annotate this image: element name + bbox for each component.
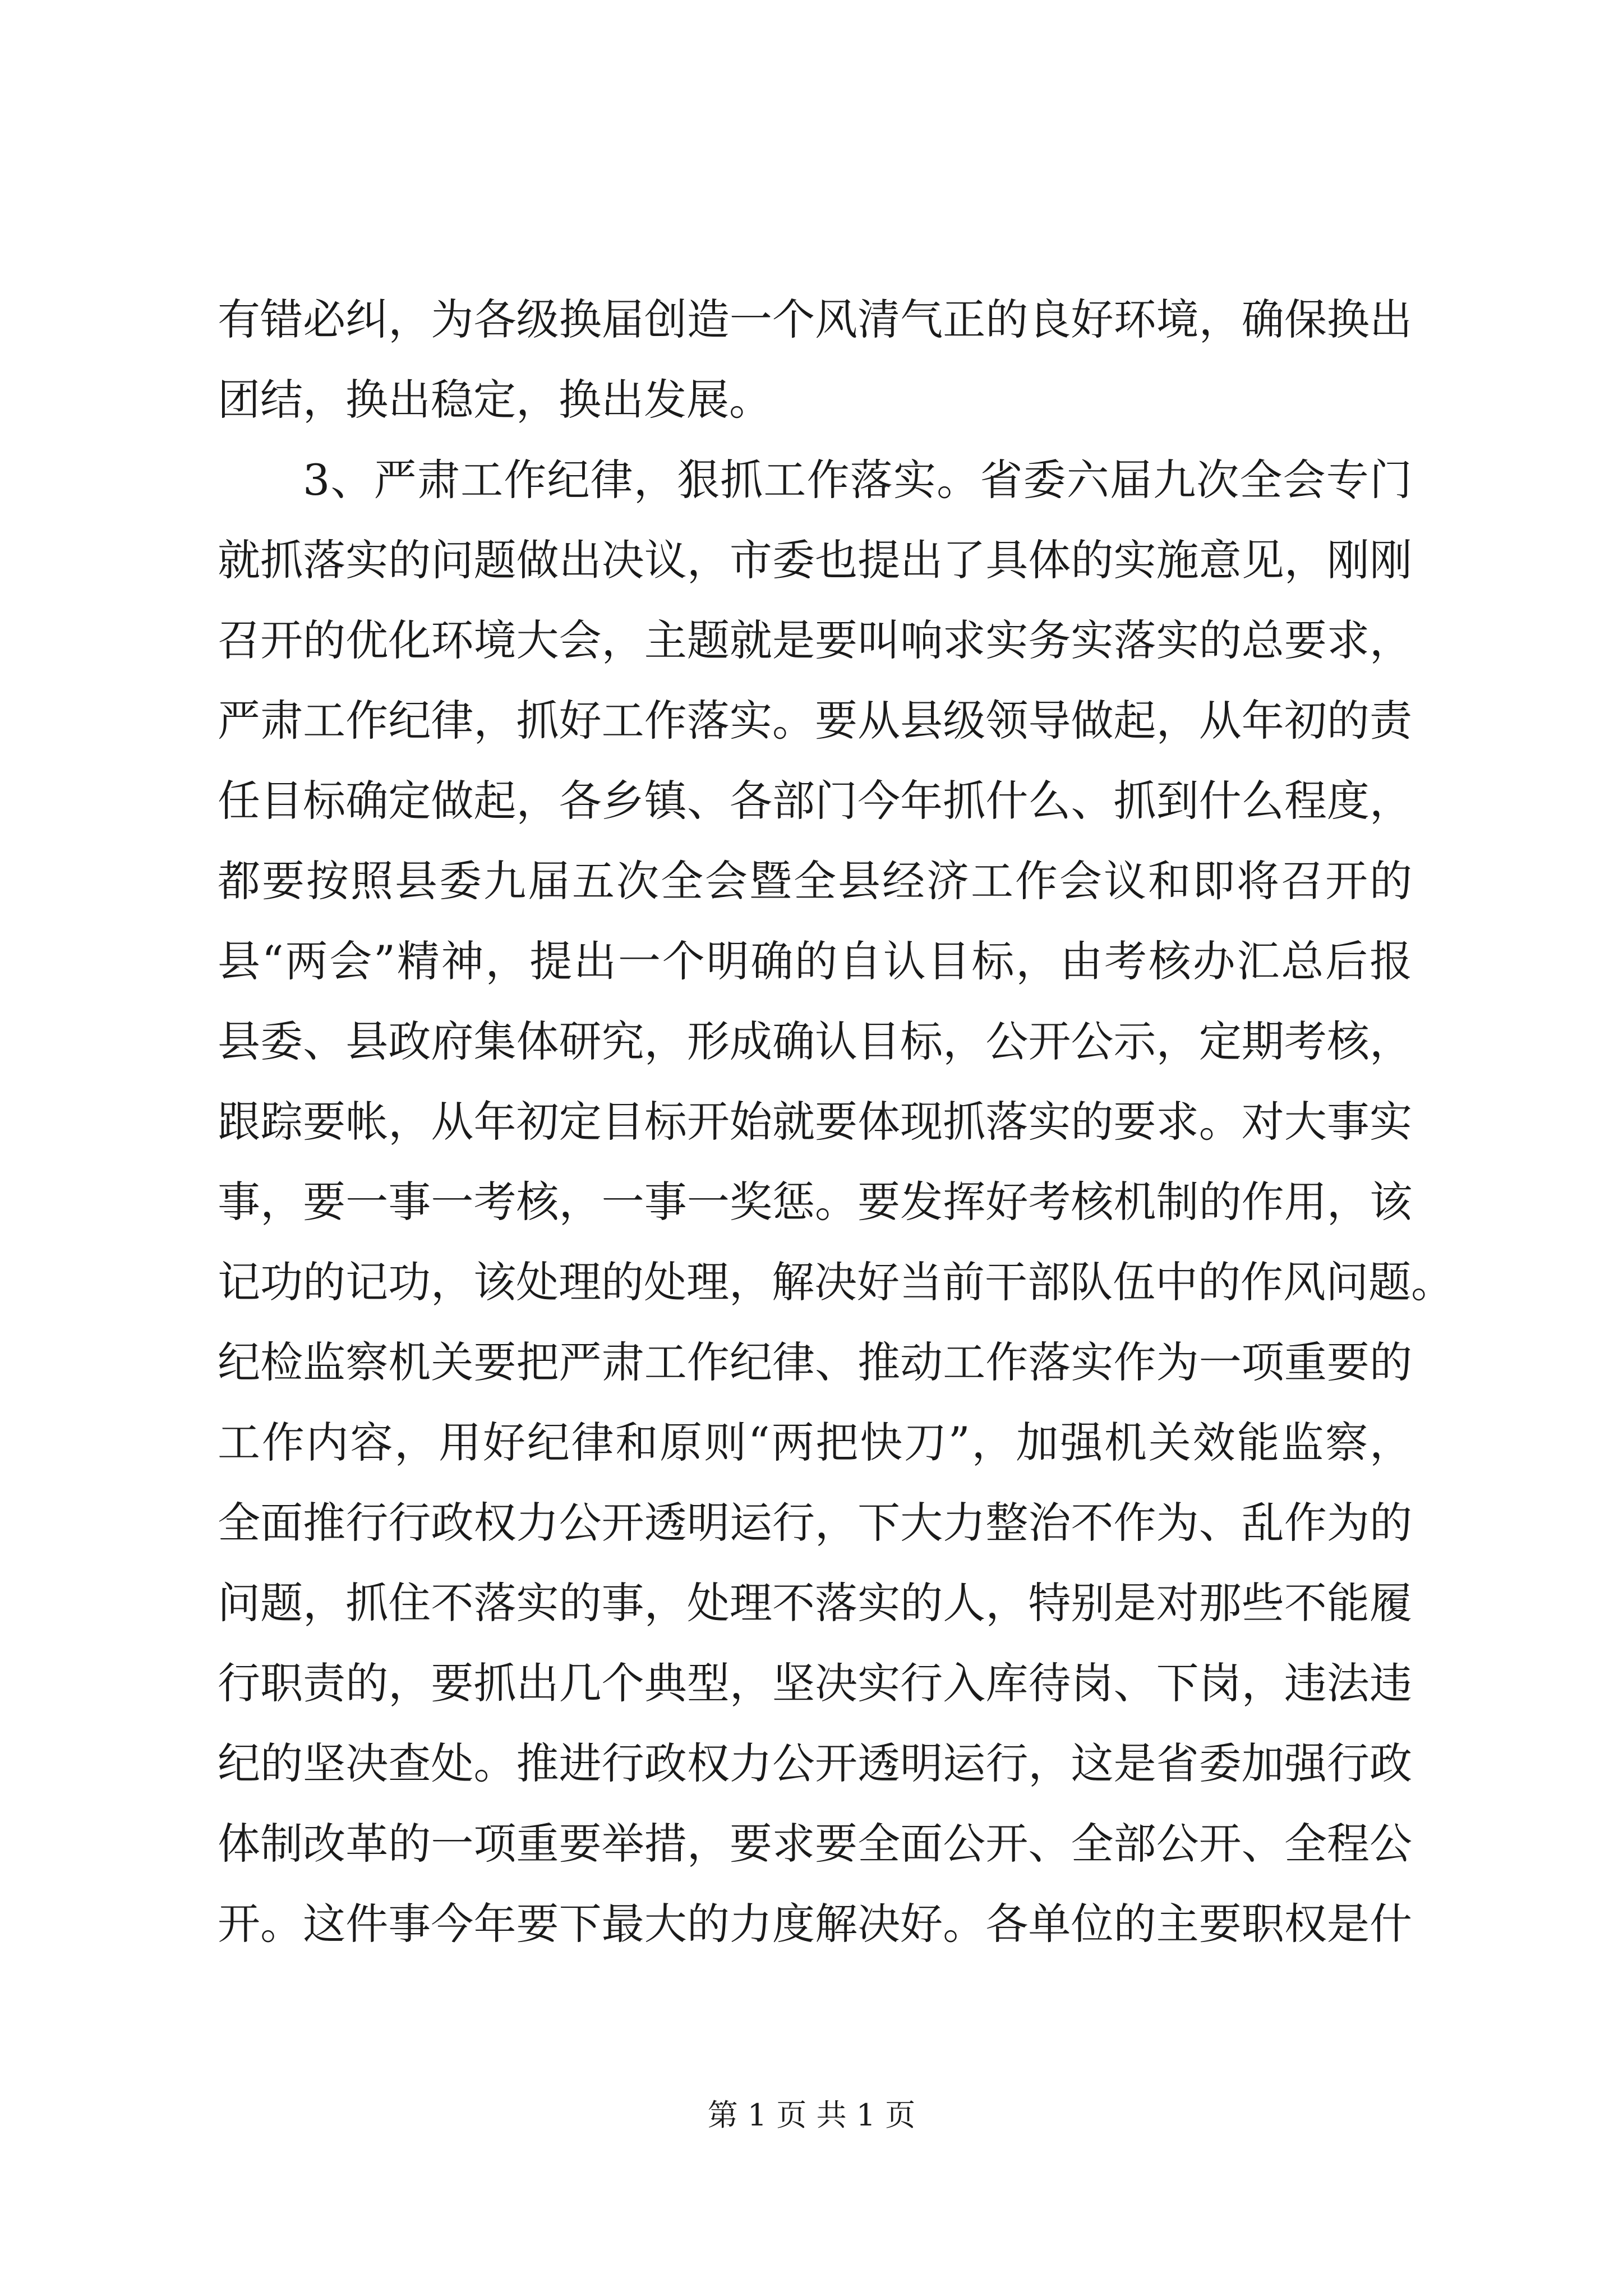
paragraph-2-line-12: 纪检监察机关要把严肃工作纪律、推动工作落实作为一项重要的 — [218, 1337, 1412, 1387]
paragraph-2-line-3: 召开的优化环境大会，主题就是要叫响求实务实落实的总要求， — [218, 615, 1412, 665]
paragraph-2-line-14: 全面推行行政权力公开透明运行，下大力整治不作为、乱作为的 — [218, 1498, 1412, 1548]
paragraph-1-line-1: 有错必纠，为各级换届创造一个风清气正的良好环境，确保换出 — [218, 295, 1412, 344]
paragraph-2-line-9: 跟踪要帐，从年初定目标开始就要体现抓落实的要求。对大事实 — [218, 1097, 1412, 1147]
paragraph-2-line-15: 问题，抓住不落实的事，处理不落实的人，特别是对那些不能履 — [218, 1578, 1412, 1628]
paragraph-2-line-5: 任目标确定做起，各乡镇、各部门今年抓什么、抓到什么程度， — [218, 776, 1412, 826]
paragraph-2-line-17: 纪的坚决查处。推进行政权力公开透明运行，这是省委加强行政 — [218, 1738, 1412, 1788]
paragraph-2-line-7: 县“两会”精神，提出一个明确的自认目标，由考核办汇总后报 — [218, 936, 1412, 986]
paragraph-2-line-2: 就抓落实的问题做出决议，市委也提出了具体的实施意见，刚刚 — [218, 535, 1412, 585]
paragraph-2-line-18: 体制改革的一项重要举措，要求要全面公开、全部公开、全程公 — [218, 1819, 1412, 1869]
paragraph-2-line-16: 行职责的，要抓出几个典型，坚决实行入库待岗、下岗，违法违 — [218, 1658, 1412, 1708]
page-footer: 第 1 页 共 1 页 — [707, 2097, 916, 2133]
paragraph-2-line-8: 县委、县政府集体研究，形成确认目标，公开公示，定期考核， — [218, 1016, 1412, 1066]
paragraph-2-line-4: 严肃工作纪律，抓好工作落实。要从县级领导做起，从年初的责 — [218, 696, 1412, 746]
paragraph-2-line-11: 记功的记功，该处理的处理，解决好当前干部队伍中的作风问题。 — [218, 1257, 1454, 1307]
paragraph-2-line-1: 3、严肃工作纪律，狠抓工作落实。省委六届九次全会专门 — [303, 455, 1412, 505]
paragraph-2-line-6: 都要按照县委九届五次全会暨全县经济工作会议和即将召开的 — [218, 856, 1412, 906]
paragraph-2-line-13: 工作内容，用好纪律和原则“两把快刀”，加强机关效能监察， — [218, 1418, 1412, 1467]
paragraph-1-line-2: 团结，换出稳定，换出发展。 — [218, 375, 772, 425]
paragraph-2-line-10: 事，要一事一考核，一事一奖惩。要发挥好考核机制的作用，该 — [218, 1177, 1412, 1227]
paragraph-2-line-19: 开。这件事今年要下最大的力度解决好。各单位的主要职权是什 — [218, 1899, 1412, 1949]
